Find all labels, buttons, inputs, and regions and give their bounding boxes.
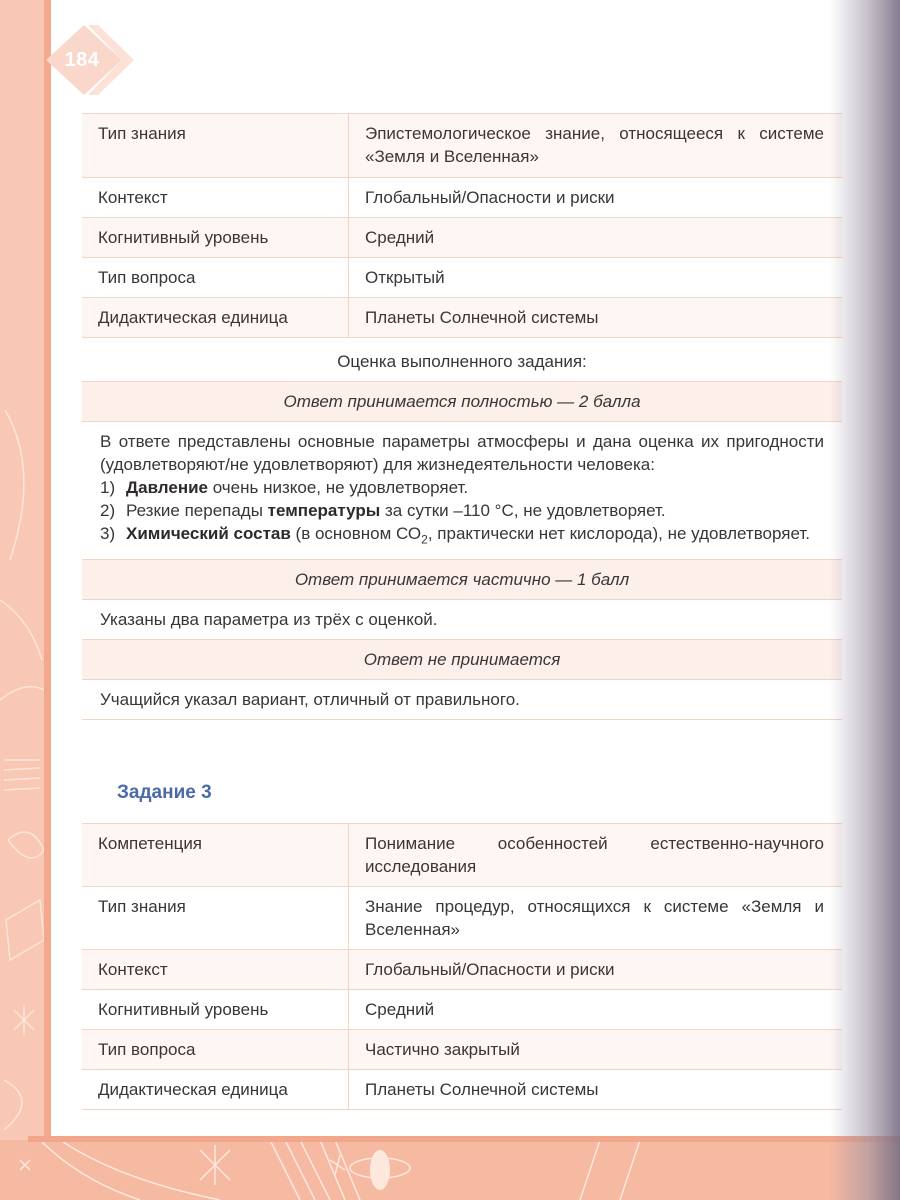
evaluation-table [82, 381, 842, 720]
eval-header-text: Ответ принимается частично — 1 балл [82, 560, 842, 600]
table-row [82, 258, 842, 298]
row-value: Глобальный/Опасности и риски [349, 178, 843, 218]
item-text: , практически нет кислорода), не удовлетворяет. [427, 524, 810, 543]
item-number: 3) [100, 524, 116, 543]
row-key: Тип знания [82, 887, 349, 950]
eval-intro: В ответе представлены основные параметры атмосферы и дана оценка их пригодности (удовлетворяют/не удовлетворяют) для жизнедеятельности человека: [100, 432, 824, 474]
row-key: Тип знания [82, 114, 349, 178]
eval-body-text: Учащийся указал вариант, отличный от правильного. [82, 680, 842, 720]
eval-header-text: Ответ не принимается [82, 640, 842, 680]
row-key: Контекст [82, 178, 349, 218]
eval-header-rejected [82, 640, 842, 680]
eval-header-text: Ответ принимается полностью — 2 балла [82, 382, 842, 422]
eval-body-partial [82, 600, 842, 640]
table-row [82, 1070, 842, 1110]
row-key: Дидактическая единица [82, 298, 349, 338]
eval-body-full [82, 422, 842, 560]
list-item [100, 476, 824, 499]
row-key: Дидактическая единица [82, 1070, 349, 1110]
bottom-decorative-band [0, 1140, 900, 1200]
eval-header-full [82, 382, 842, 422]
row-value: Средний [349, 218, 843, 258]
task3-info-table [82, 823, 842, 1110]
row-key: Контекст [82, 950, 349, 990]
row-key: Тип вопроса [82, 258, 349, 298]
table-row [82, 824, 842, 887]
item-text: Резкие перепады [126, 501, 268, 520]
list-item [100, 499, 824, 522]
item-bold: Давление [126, 478, 208, 497]
subscript: 2 [421, 532, 428, 547]
row-key: Когнитивный уровень [82, 218, 349, 258]
table-row [82, 1030, 842, 1070]
task2-info-table [82, 113, 842, 338]
row-value: Открытый [349, 258, 843, 298]
item-number: 1) [100, 478, 116, 497]
left-decorative-strip [0, 0, 46, 1200]
row-value: Средний [349, 990, 843, 1030]
row-value: Планеты Солнечной системы [349, 298, 843, 338]
item-text: за сутки –110 °С, не удовлетворяет. [380, 501, 666, 520]
table-row [82, 178, 842, 218]
row-key: Когнитивный уровень [82, 990, 349, 1030]
table-row [82, 114, 842, 178]
eval-header-partial [82, 560, 842, 600]
row-value: Эпистемологическое знание, относящееся к системе «Земля и Вселенная» [349, 114, 843, 178]
table-row [82, 950, 842, 990]
page-fold-shadow [830, 0, 900, 1200]
task-title: Задание 3 [117, 782, 212, 803]
left-accent-line [44, 0, 51, 1145]
table-row [82, 218, 842, 258]
item-bold: Химический состав [126, 524, 291, 543]
page-number: 184 [64, 48, 100, 71]
list-item [100, 522, 824, 551]
table-row [82, 990, 842, 1030]
bottom-accent-line [28, 1136, 900, 1142]
row-value: Частично закрытый [349, 1030, 843, 1070]
item-number: 2) [100, 501, 116, 520]
table-row [82, 298, 842, 338]
row-key: Компетенция [82, 824, 349, 887]
eval-body-rejected [82, 680, 842, 720]
item-text: очень низкое, не удовлетворяет. [208, 478, 469, 497]
evaluation-caption: Оценка выполненного задания: [337, 352, 587, 371]
row-value: Знание процедур, относящихся к системе «Земля и Вселенная» [349, 887, 843, 950]
row-value: Глобальный/Опасности и риски [349, 950, 843, 990]
item-bold: температуры [267, 501, 381, 520]
page-number-badge [42, 25, 132, 95]
row-value: Понимание особенностей естественно-научного исследования [349, 824, 843, 887]
row-key: Тип вопроса [82, 1030, 349, 1070]
item-text: (в основном СО [290, 524, 422, 543]
table-row [82, 887, 842, 950]
eval-body-text: Указаны два параметра из трёх с оценкой. [82, 600, 842, 640]
row-value: Планеты Солнечной системы [349, 1070, 843, 1110]
